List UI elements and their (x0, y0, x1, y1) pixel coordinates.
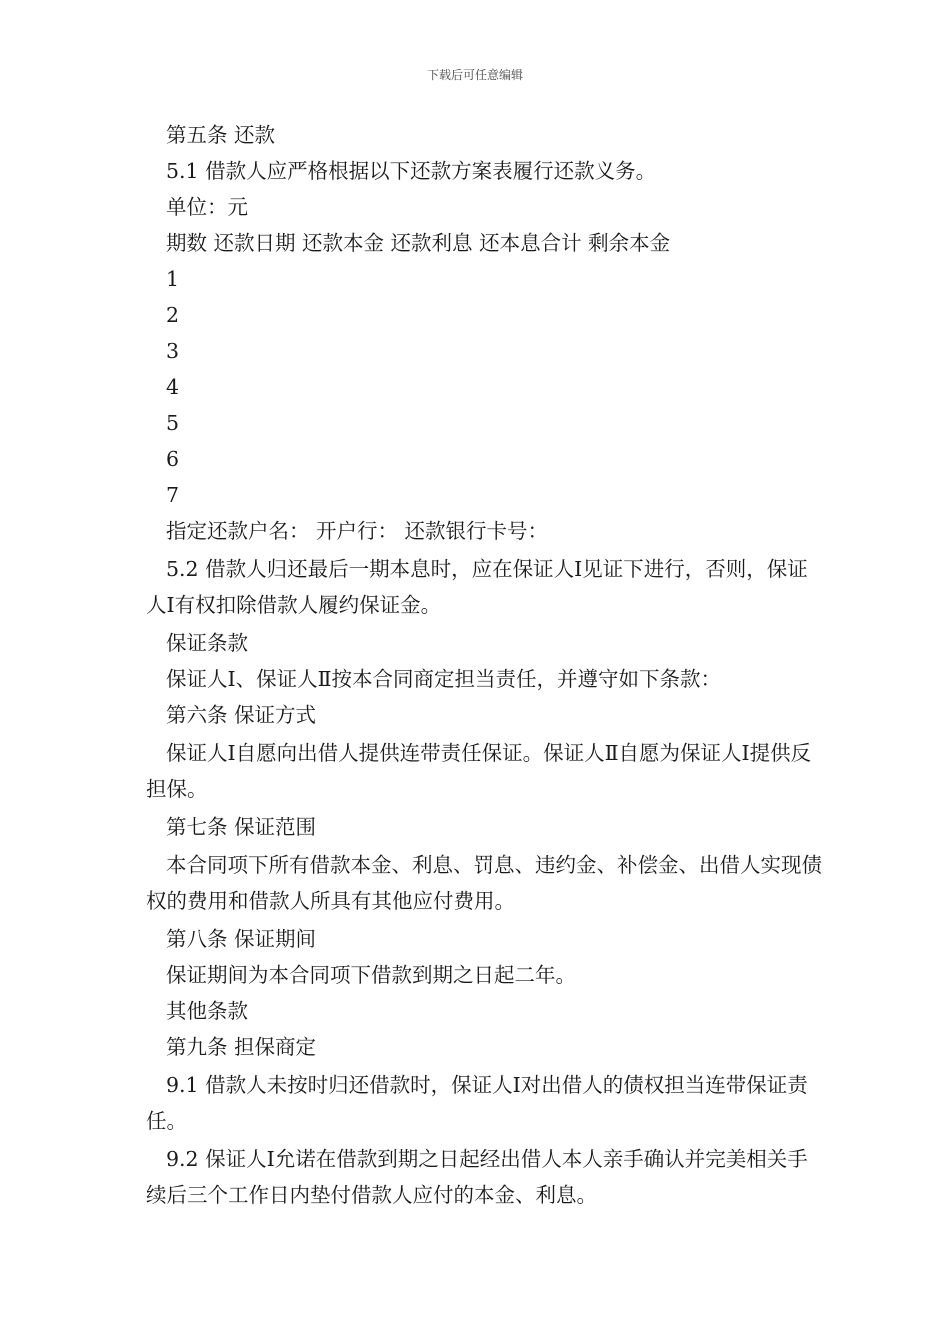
page-header: 下载后可任意编辑 (426, 68, 523, 82)
clause-5-1: 5.1 借款人应严格根据以下还款方案表履行还款义务。 (166, 159, 657, 183)
period-row-4: 4 (166, 375, 180, 399)
period-row-7: 7 (166, 483, 180, 507)
article-7-heading: 第七条 保证范围 (166, 815, 317, 839)
article-8-body: 保证期间为本合同项下借款到期之日起二年。 (166, 963, 576, 987)
clause-9-2: 9.2 保证人Ⅰ允诺在借款到期之日起经出借人本人亲手确认并完美相关手续后三个工作日内垫付借款人应付的本金、利息。 (146, 1147, 808, 1207)
period-row-2: 2 (166, 303, 180, 327)
clause-5-2: 5.2 借款人归还最后一期本息时，应在保证人Ⅰ见证下进行，否则，保证人Ⅰ有权扣除借款人履约保证金。 (146, 557, 808, 617)
guarantee-intro: 保证人Ⅰ、保证人Ⅱ按本合同商定担当责任，并遵守如下条款： (166, 667, 722, 691)
period-row-6: 6 (166, 447, 180, 471)
unit-label: 单位：元 (166, 195, 248, 219)
repayment-table-header: 期数 还款日期 还款本金 还款利息 还本息合计 剩余本金 (166, 231, 671, 255)
article-8-heading: 第八条 保证期间 (166, 927, 317, 951)
article-6-heading: 第六条 保证方式 (166, 703, 317, 727)
other-terms-heading: 其他条款 (166, 999, 248, 1023)
guarantee-section-heading: 保证条款 (166, 631, 248, 655)
clause-9-1: 9.1 借款人未按时归还借款时，保证人Ⅰ对出借人的债权担当连带保证责任。 (146, 1073, 808, 1133)
period-row-3: 3 (166, 339, 180, 363)
period-row-5: 5 (166, 411, 180, 435)
period-row-1: 1 (166, 267, 180, 291)
article-5-heading: 第五条 还款 (166, 123, 276, 147)
repayment-account-info: 指定还款户名： 开户行： 还款银行卡号： (166, 519, 549, 543)
document-body (146, 117, 826, 1215)
article-7-body: 本合同项下所有借款本金、利息、罚息、违约金、补偿金、出借人实现债权的费用和借款人所具有其他应付费用。 (146, 853, 822, 913)
article-6-body: 保证人Ⅰ自愿向出借人提供连带责任保证。保证人Ⅱ自愿为保证人Ⅰ提供反担保。 (146, 741, 812, 801)
article-9-heading: 第九条 担保商定 (166, 1035, 317, 1059)
